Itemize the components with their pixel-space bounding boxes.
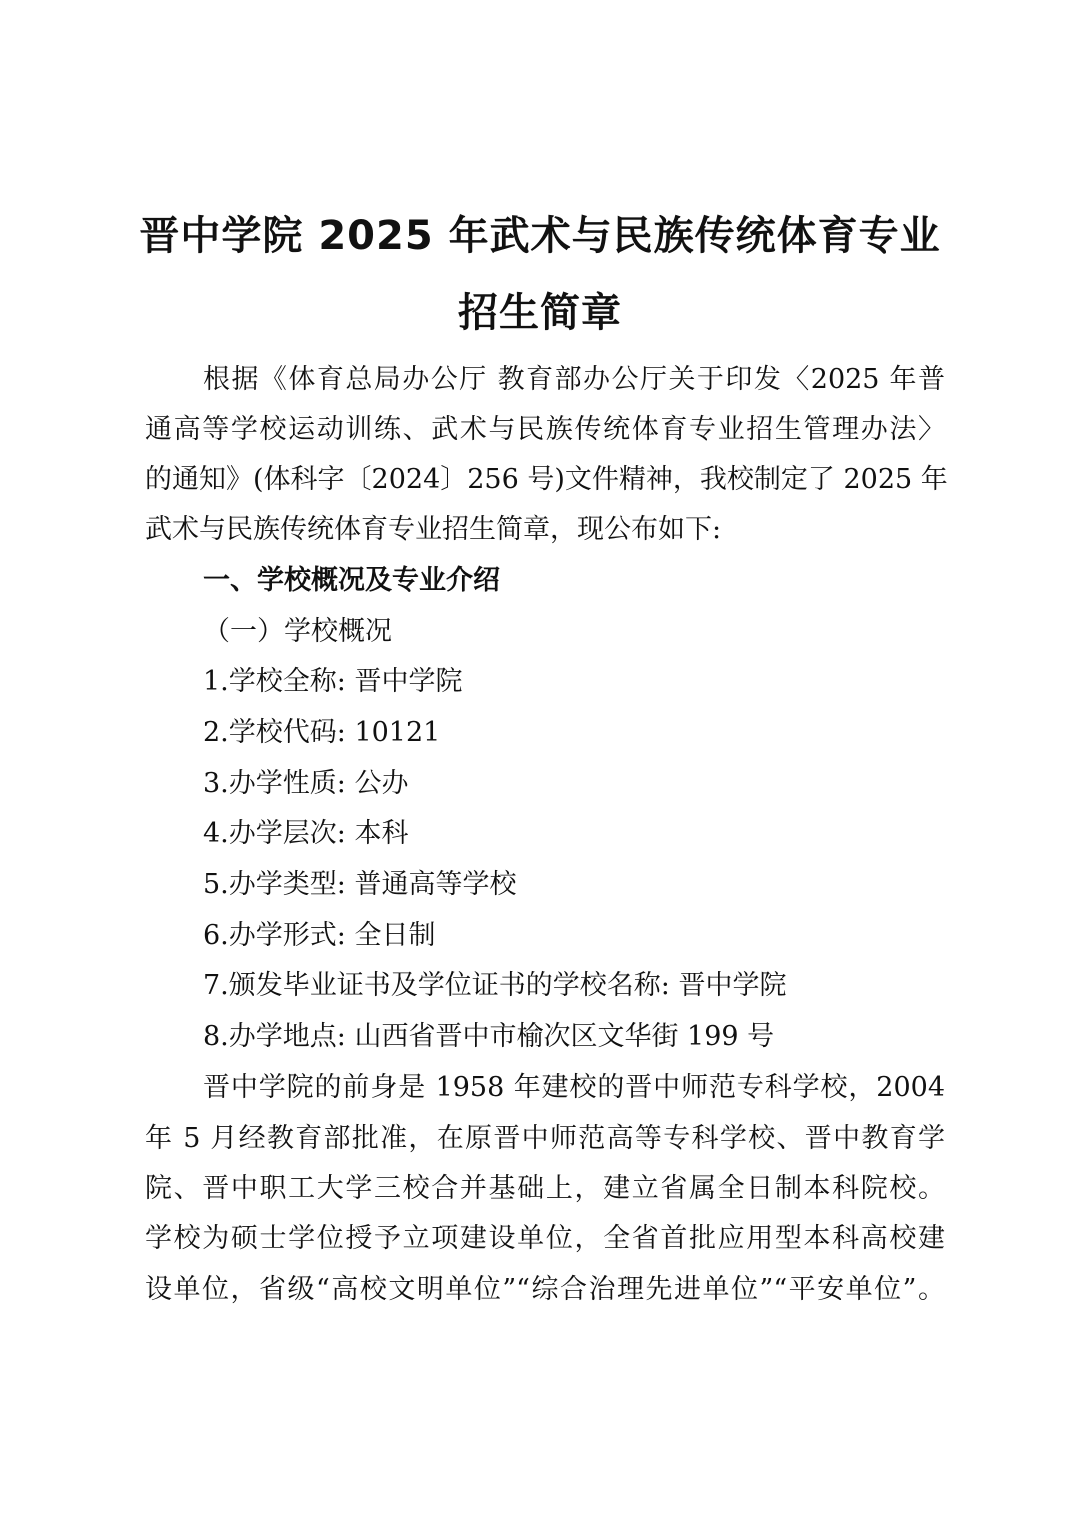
- intro-paragraph-line: 通高等学校运动训练、武术与民族传统体育专业招生管理办法〉: [145, 414, 945, 445]
- history-paragraph-line: 设单位，省级“高校文明单位”“综合治理先进单位”“平安单位”。: [145, 1274, 945, 1305]
- fact-line: 3.办学性质: 公办: [203, 768, 409, 799]
- document-title-line-2: 招生简章: [458, 290, 622, 336]
- subsection-heading: （一）学校概况: [203, 616, 392, 647]
- fact-line: 5.办学类型: 普通高等学校: [203, 869, 517, 900]
- fact-line: 4.办学层次: 本科: [203, 818, 409, 849]
- intro-paragraph-line: 武术与民族传统体育专业招生简章，现公布如下:: [145, 514, 722, 545]
- history-paragraph-line: 年 5 月经教育部批准，在原晋中师范高等专科学校、晋中教育学: [145, 1123, 945, 1154]
- fact-line: 6.办学形式: 全日制: [203, 920, 436, 951]
- intro-paragraph-line: 根据《体育总局办公厅 教育部办公厅关于印发〈2025 年普: [203, 364, 945, 395]
- fact-line: 1.学校全称: 晋中学院: [203, 666, 463, 697]
- history-paragraph-line: 晋中学院的前身是 1958 年建校的晋中师范专科学校，2004: [203, 1072, 945, 1103]
- history-paragraph-line: 院、晋中职工大学三校合并基础上，建立省属全日制本科院校。: [145, 1173, 945, 1204]
- intro-paragraph-line: 的通知》(体科字〔2024〕256 号)文件精神，我校制定了 2025 年: [145, 464, 948, 495]
- fact-line: 2.学校代码: 10121: [203, 717, 441, 748]
- document-title-line-1: 晋中学院 2025 年武术与民族传统体育专业: [139, 213, 941, 259]
- history-paragraph-line: 学校为硕士学位授予立项建设单位，全省首批应用型本科高校建: [145, 1223, 945, 1254]
- fact-line: 8.办学地点: 山西省晋中市榆次区文华街 199 号: [203, 1021, 775, 1052]
- section-heading: 一、学校概况及专业介绍: [203, 565, 500, 596]
- fact-line: 7.颁发毕业证书及学位证书的学校名称: 晋中学院: [203, 970, 787, 1001]
